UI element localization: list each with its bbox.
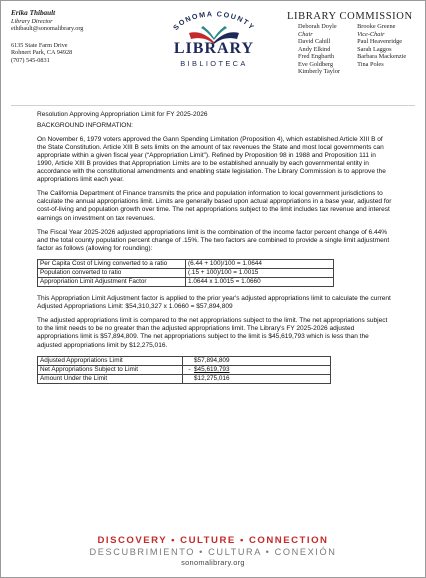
table-cell [183,356,331,365]
commission-role: Vice-Chair [357,30,385,38]
commission-member: Deborah Doyle [298,23,337,30]
adjusted-limit-value: $57,894,809 [194,356,230,364]
footer-website-link[interactable]: sonomalibrary.org [181,558,245,567]
table-row [38,356,331,365]
commission-member: Barbara Mackenzie [357,53,407,60]
commission-member: Andy Elkind [298,45,331,53]
table-cell: Adjusted Appropriations Limit [38,356,183,365]
commission-block [287,11,421,76]
commission-member: Brooke Greene [357,23,396,30]
paragraph-gann-limitation: On November 6, 1979 voters approved the Gann Spending Limitation (Proposition 4), which established Article XIII B of the State Constitution. Article XIII B sets limits on the amount of tax revenues the State and most local governments can appropriate within a given fiscal year (“Appropriation Limit”). Refined by Proposition 98 in 1988 and Proposition 111 in 1990, Article XIII B provides that Appropriation Limits are to be established annually by each governmental entity in accordance with the constitutional amendments and enabling state legislation. The Library Commission is to approve the appropriations limit each year. [37,136,386,184]
director-title: Library Director [11,17,53,25]
header-divider [11,105,415,106]
logo-biblioteca-wordmark: BIBLIOTECA [180,59,248,68]
table-cell: (.15 + 100)/100 = 1.0015 [186,268,334,277]
table-cell: Per Capita Cost of Living converted to a ratio [38,259,186,268]
table-row [38,259,334,268]
director-email[interactable]: ethibault@sonomalibrary.org [11,25,84,33]
commission-role: Chair [298,30,313,38]
table-row [38,374,331,383]
paragraph-department-of-finance: The California Department of Finance transmits the price and population information to local government jurisdictions to calculate the annual appropriations limit. Limits are generally based upon actual appropriations in a base year, adjusted for cost-of-living and population growth over time. The net appropriations subject to the limit includes tax revenue and interest earnings on investment on tax revenues. [37,190,392,222]
amount-under-limit-value: $12,275,016 [194,375,230,383]
library-logo [159,6,269,68]
table-row [38,365,331,374]
paragraph-fiscal-year-factors: The Fiscal Year 2025-2026 adjusted appropriations limit is the combination of the income factor percent change of 6.44% and the total county population percent change of .15%. The two factors are combined to provide a single limit adjustment factor as follows (allowing for rounding): [37,228,390,252]
document-body [37,111,393,392]
table-cell: Appropriation Limit Adjustment Factor [38,278,186,287]
commission-member: Fred Engbarth [298,53,335,60]
background-label: BACKGROUND INFORMATION: [37,122,133,130]
minus-sign: - [188,365,191,373]
net-appropriations-value: $45,619,793 [194,365,230,373]
appropriations-limit-table [37,356,331,385]
director-city: Rohnert Park, CA 94928 [11,49,73,57]
table-cell [183,374,331,383]
commission-title: LIBRARY COMMISSION [287,11,413,22]
adjustment-factors-table [37,259,334,288]
table-cell: Net Appropriations Subject to Limit [38,365,183,374]
table-cell: Population converted to ratio [38,268,186,277]
table-cell: Amount Under the Limit [38,374,183,383]
commission-right-column [357,23,421,76]
table-row [38,268,334,277]
commission-left-column [298,23,357,76]
footer-tagline-english: DISCOVERY • CULTURE • CONNECTION [97,535,329,546]
commission-member: Paul Heavenridge [357,38,403,45]
director-street: 6135 State Farm Drive [11,41,68,49]
logo-arc-text: SONOMA COUNTY [171,9,257,32]
table-cell [183,365,331,374]
commission-member: Sarah Laggos [357,45,392,53]
table-cell: 1.0644 x 1.0015 = 1.0660 [186,278,334,287]
paragraph-limit-comparison: The adjusted appropriations limit is compared to the net appropriations subject to the limit. The net appropriations subject to the limit needs to be no greater than the adjusted appropriations limit. The Library's FY 2025-2026 adjusted appropriations limit is $57,894,809. The net appropriations subject to the limit is $45,619,793 which is less than the adjusted appropriations limit by $12,275,016. [37,317,388,349]
resolution-heading: Resolution Approving Appropriation Limit for FY 2025-2026 [37,111,208,118]
commission-member: Tina Poles [357,60,384,68]
footer [1,535,425,567]
commission-member: Kimberly Taylor [298,68,340,75]
table-cell: (6.44 + 100)/100 = 1.0644 [186,259,334,268]
table-row [38,278,334,287]
director-name: Erika Thibault [11,9,56,17]
commission-member: David Cahill [298,38,331,45]
footer-tagline-spanish: DESCUBRIMIENTO • CULTURA • CONEXIÓN [89,547,337,557]
director-phone: (707) 545-0831 [11,56,50,64]
paragraph-adjustment-applied: This Appropriation Limit Adjustment factor is applied to the prior year's adjusted appropriations limit to calculate the current Adjusted Appropriations Limit: $54,310,327 x 1.0660 = $57,894,809 [37,295,391,311]
commission-member: Eve Goldberg [298,60,334,68]
director-block [11,10,151,65]
logo-library-wordmark: LIBRARY [173,40,255,57]
